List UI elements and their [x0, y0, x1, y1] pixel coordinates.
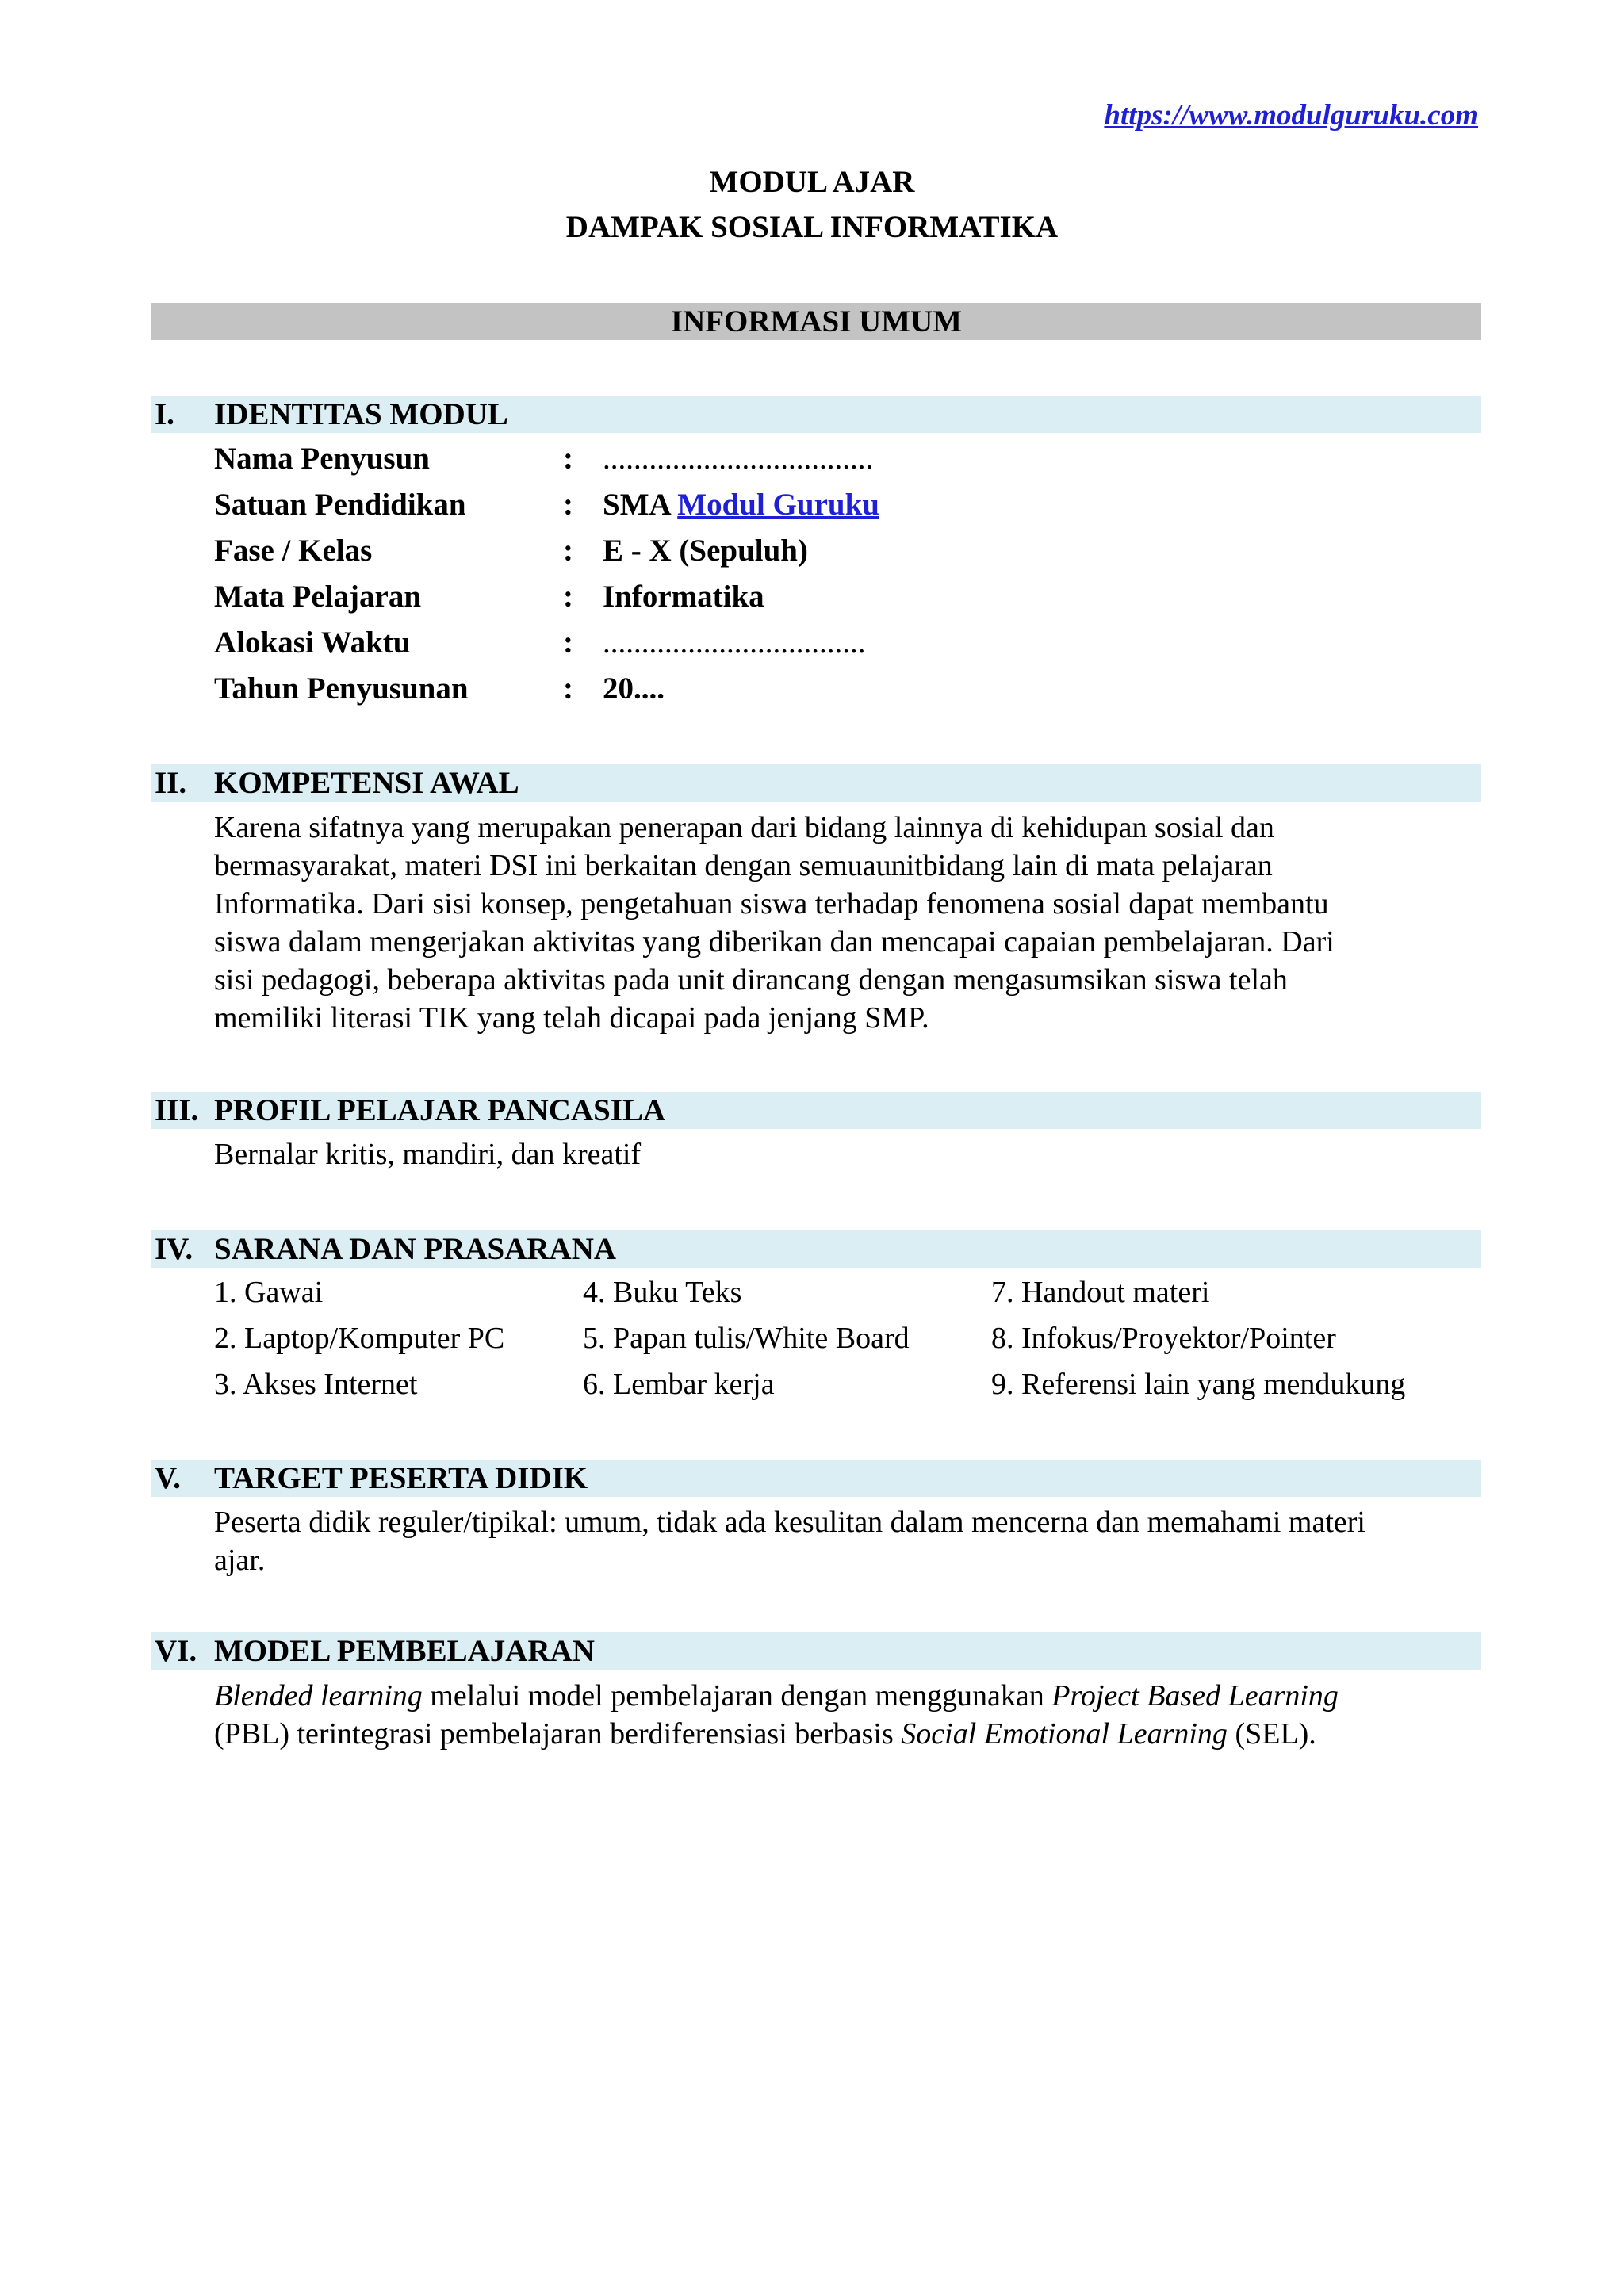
profil-text: Bernalar kritis, mandiri, dan kreatif	[214, 1138, 642, 1171]
colon: :	[563, 534, 573, 568]
paragraph-line: siswa dalam mengerjakan aktivitas yang diberikan dan mencapai capaian pembelajaran. Dari	[214, 925, 1335, 959]
field-label: Alokasi Waktu	[214, 626, 411, 660]
field-value	[603, 487, 879, 522]
section-title: PROFIL PELAJAR PANCASILA	[214, 1093, 666, 1127]
italic-term: Project Based Learning	[1051, 1679, 1339, 1712]
field-label: Fase / Kelas	[214, 534, 373, 568]
facility-item: 7. Handout materi	[991, 1276, 1210, 1309]
facility-item: 2. Laptop/Komputer PC	[214, 1322, 505, 1355]
info-umum-bar: INFORMASI UMUM	[151, 303, 1481, 340]
section-heading-target	[151, 1460, 1481, 1497]
section-title: SARANA DAN PRASARANA	[214, 1232, 617, 1266]
paragraph-line: Informatika. Dari sisi konsep, pengetahuan siswa terhadap fenomena sosial dapat membantu	[214, 887, 1329, 920]
section-number: III.	[155, 1093, 199, 1127]
section-number: II.	[155, 766, 187, 800]
field-label: Nama Penyusun	[214, 442, 430, 476]
section-title: IDENTITAS MODUL	[214, 397, 508, 431]
identity-row-fase	[214, 533, 1324, 572]
section-number: V.	[155, 1461, 181, 1495]
modul-guruku-link[interactable]: Modul Guruku	[677, 488, 879, 522]
section-heading-sarana	[151, 1230, 1481, 1268]
colon: :	[563, 488, 573, 522]
italic-term: Social Emotional Learning	[901, 1717, 1228, 1751]
identity-row-mapel	[214, 579, 1324, 618]
facility-item: 1. Gawai	[214, 1276, 324, 1309]
colon: :	[563, 580, 573, 614]
section-title: TARGET PESERTA DIDIK	[214, 1461, 588, 1495]
paragraph-line: Karena sifatnya yang merupakan penerapan dari bidang lainnya di kehidupan sosial dan	[214, 811, 1274, 844]
paragraph-line	[214, 1715, 1483, 1753]
model-paragraph	[214, 1677, 1483, 1753]
section-heading-model	[151, 1632, 1481, 1670]
identity-row-tahun	[214, 671, 1324, 710]
school-prefix: SMA	[603, 488, 670, 522]
field-label: Mata Pelajaran	[214, 580, 422, 614]
identity-row-satuan	[214, 487, 1324, 526]
field-value: ..................................	[603, 626, 866, 660]
kompetensi-paragraph	[214, 809, 1483, 1037]
paragraph-line	[214, 1677, 1483, 1715]
section-number: IV.	[155, 1232, 193, 1266]
paragraph-line: ajar.	[214, 1544, 266, 1577]
colon: :	[563, 626, 573, 660]
facility-item: 3. Akses Internet	[214, 1368, 418, 1401]
colon: :	[563, 442, 573, 476]
document-subtitle: DAMPAK SOSIAL INFORMATIKA	[565, 210, 1059, 244]
colon: :	[563, 672, 573, 706]
section-number: I.	[155, 397, 174, 431]
paragraph-line: Peserta didik reguler/tipikal: umum, tidak ada kesulitan dalam mencerna dan memahami materi	[214, 1506, 1365, 1539]
facility-item: 5. Papan tulis/White Board	[583, 1322, 910, 1355]
field-value: 20....	[603, 672, 665, 706]
field-label: Tahun Penyusunan	[214, 672, 469, 706]
facility-item: 4. Buku Teks	[583, 1276, 742, 1309]
field-label: Satuan Pendidikan	[214, 488, 466, 522]
italic-term: Blended learning	[214, 1679, 423, 1712]
facility-item: 8. Infokus/Proyektor/Pointer	[991, 1322, 1336, 1355]
identity-row-nama	[214, 441, 1324, 480]
section-title: KOMPETENSI AWAL	[214, 766, 519, 800]
section-title: MODEL PEMBELAJARAN	[214, 1634, 595, 1668]
paragraph-line: sisi pedagogi, beberapa aktivitas pada unit dirancang dengan mengasumsikan siswa telah	[214, 963, 1288, 997]
paragraph-line: memiliki literasi TIK yang telah dicapai pada jenjang SMP.	[214, 1001, 929, 1035]
section-number: VI.	[155, 1634, 197, 1668]
text-run: (PBL) terintegrasi pembelajaran berdiferensiasi berbasis	[214, 1717, 902, 1751]
section-heading-identitas	[151, 396, 1481, 433]
document-title: MODUL AJAR	[709, 165, 915, 199]
website-link[interactable]: https://www.modulguruku.com	[1104, 99, 1478, 132]
field-value: ...................................	[603, 442, 874, 476]
text-run: melalui model pembelajaran dengan menggunakan	[422, 1679, 1052, 1712]
target-paragraph	[214, 1503, 1483, 1579]
field-value: E - X (Sepuluh)	[603, 534, 808, 568]
facility-item: 6. Lembar kerja	[583, 1368, 775, 1401]
paragraph-line: bermasyarakat, materi DSI ini berkaitan dengan semuaunitbidang lain di mata pelajaran	[214, 849, 1273, 882]
facility-item: 9. Referensi lain yang mendukung	[991, 1368, 1406, 1401]
field-value: Informatika	[603, 580, 764, 614]
identity-row-alokasi	[214, 625, 1324, 664]
text-run: (SEL).	[1227, 1717, 1316, 1751]
section-heading-profil	[151, 1092, 1481, 1129]
section-heading-kompetensi	[151, 764, 1481, 802]
